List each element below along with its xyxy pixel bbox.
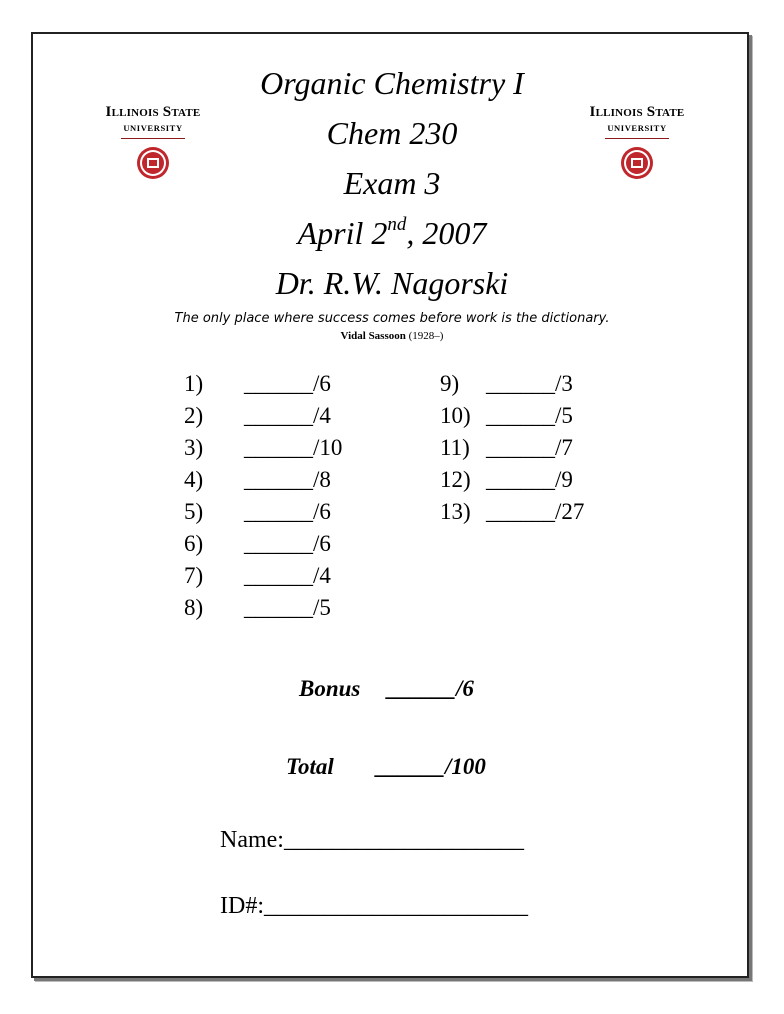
logo-university-name: Illinois State — [589, 104, 685, 120]
score-column-left — [184, 368, 342, 624]
logo-university-name: Illinois State — [105, 104, 201, 120]
question-score: ______/3 — [486, 371, 573, 396]
total-blank: ______/100 — [376, 754, 486, 779]
question-score: ______/27 — [486, 499, 585, 524]
course-title: Organic Chemistry I — [260, 65, 524, 101]
exam-name: Exam 3 — [343, 165, 441, 201]
exam-date — [0, 208, 784, 258]
score-row — [184, 592, 342, 624]
question-score: ______/4 — [244, 563, 331, 588]
score-row — [184, 432, 342, 464]
question-score: ______/6 — [244, 531, 331, 556]
logo-university-sub: UNIVERSITY — [123, 123, 183, 133]
total-label: Total — [286, 754, 334, 779]
course-number: Chem 230 — [326, 115, 458, 151]
score-row — [440, 464, 584, 496]
question-number: 4) — [184, 467, 204, 492]
instructor-name: Dr. R.W. Nagorski — [275, 265, 509, 301]
date-superscript: nd — [387, 214, 407, 236]
question-number: 1) — [184, 371, 204, 396]
question-score: ______/7 — [486, 435, 573, 460]
exam-title-block — [0, 58, 784, 308]
score-row — [184, 368, 342, 400]
question-score: ______/8 — [244, 467, 331, 492]
logo-university-sub: UNIVERSITY — [607, 123, 667, 133]
name-field: Name:____________________ — [220, 827, 524, 853]
bonus-score — [299, 676, 474, 702]
score-row — [184, 464, 342, 496]
score-row — [440, 368, 584, 400]
question-number: 11) — [440, 435, 470, 460]
question-number: 3) — [184, 435, 204, 460]
score-row — [440, 400, 584, 432]
question-score: ______/4 — [244, 403, 331, 428]
question-score: ______/5 — [244, 595, 331, 620]
question-number: 12) — [440, 467, 471, 492]
date-suffix: , 2007 — [406, 215, 487, 251]
bonus-label: Bonus — [299, 676, 361, 701]
score-row — [184, 560, 342, 592]
score-row — [184, 528, 342, 560]
date-prefix: April 2 — [297, 215, 388, 251]
quote-years: (1928–) — [408, 330, 444, 342]
question-score: ______/9 — [486, 467, 573, 492]
quote-text: The only place where success comes before work is the dictionary. — [174, 311, 610, 326]
score-column-right — [440, 368, 584, 528]
question-number: 10) — [440, 403, 471, 428]
score-row — [440, 432, 584, 464]
id-field: ID#:______________________ — [220, 893, 528, 919]
score-row — [440, 496, 584, 528]
score-row — [184, 496, 342, 528]
question-number: 5) — [184, 499, 204, 524]
score-row — [184, 400, 342, 432]
question-score: ______/10 — [244, 435, 343, 460]
question-score: ______/6 — [244, 371, 331, 396]
question-number: 2) — [184, 403, 204, 428]
question-number: 9) — [440, 371, 460, 396]
quote-author: Vidal Sassoon — [340, 330, 406, 342]
question-number: 8) — [184, 595, 204, 620]
question-score: ______/5 — [486, 403, 573, 428]
question-number: 7) — [184, 563, 204, 588]
question-number: 6) — [184, 531, 204, 556]
total-score — [286, 754, 486, 780]
question-number: 13) — [440, 499, 471, 524]
bonus-blank: ______/6 — [387, 676, 474, 701]
question-score: ______/6 — [244, 499, 331, 524]
quote-attribution — [0, 330, 784, 342]
